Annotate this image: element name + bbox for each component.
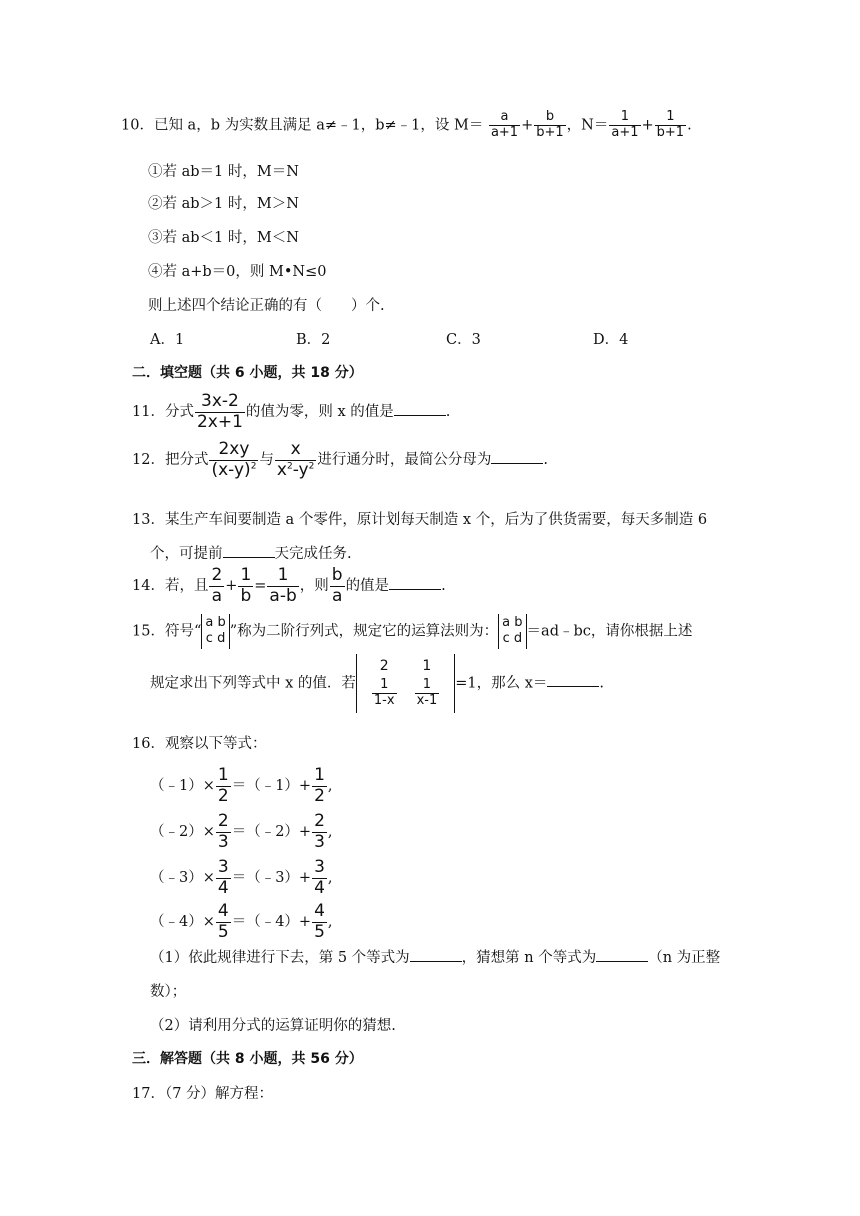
q13-line1: 13．某生产车间要制造 a 个零件，原计划每天制造 x 个，后为了供货需要，每天多制造 6 xyxy=(132,512,708,528)
answer-blank[interactable] xyxy=(596,960,648,962)
fraction: $\frac{1}{2}$ xyxy=(217,765,229,806)
q10-question: 则上述四个结论正确的有（ ）个. xyxy=(148,298,385,314)
fraction: $\frac{2}{3}$ xyxy=(217,811,229,852)
option-b: B．2 xyxy=(296,332,331,348)
q16-equation-row: （﹣4）× $\frac{4}{5}$ ＝（﹣4）+ $\frac{4}{5}$ , xyxy=(150,901,333,942)
fraction: $\frac{1}{b}$ xyxy=(240,565,252,606)
q10-stem: 10．已知 a，b 为实数且满足 a≠﹣1，b≠﹣1，设 M＝ $\frac{a}{a+1}$ + $\frac{b}{b+1}$ ，N＝ $\frac{1}{a+1}$ + $\frac{1}{b+1}$ . xyxy=(121,109,692,140)
determinant-symbol: a b c d xyxy=(201,614,229,649)
fraction: $\frac{1}{a-b}$ xyxy=(269,565,297,606)
fraction: $\frac{4}{5}$ xyxy=(314,901,325,942)
option-c: C．3 xyxy=(446,332,481,348)
determinant-rule: a b c d xyxy=(498,614,526,649)
fraction: $\frac{2}{a}$ xyxy=(211,565,223,606)
section-title-fill-in: 二．填空题（共 6 小题，共 18 分） xyxy=(132,365,363,381)
fraction: $\frac{b}{b+1}$ xyxy=(536,109,564,140)
fraction: $\frac{1}{1-x}$ xyxy=(373,677,395,708)
q14: 14．若，且 $\frac{2}{a}$ + $\frac{1}{b}$ = $\frac{1}{a-b}$ ，则 $\frac{b}{a}$ 的值是 . xyxy=(132,565,446,606)
q16-title: 16．观察以下等式： xyxy=(132,736,267,752)
fraction: $\frac{4}{5}$ xyxy=(217,901,229,942)
q10-statement-1: ①若 ab＝1 时，M＝N xyxy=(148,164,299,180)
fraction: $\frac{x}{x^2-y^2}$ xyxy=(276,439,315,480)
fraction: $\frac{1}{a+1}$ xyxy=(611,109,639,140)
q10-statement-3: ③若 ab＜1 时，M＜N xyxy=(148,230,299,246)
q15-line1: 15．符号“ a b c d ”称为二阶行列式，规定它的运算法则为： a b c d ＝ad﹣bc，请你根据上述 xyxy=(132,614,692,649)
fraction: $\frac{3x-2}{2x+1}$ xyxy=(196,391,243,432)
option-a: A．1 xyxy=(150,332,185,348)
option-d: D．4 xyxy=(593,332,629,348)
fraction: $\frac{2}{3}$ xyxy=(314,811,325,852)
answer-blank[interactable] xyxy=(389,588,441,590)
q16-part2: （2）请利用分式的运算证明你的猜想. xyxy=(150,1018,396,1034)
q16-equation-row: （﹣2）× $\frac{2}{3}$ ＝（﹣2）+ $\frac{2}{3}$ , xyxy=(150,811,333,852)
answer-blank[interactable] xyxy=(491,462,543,464)
q12: 12．把分式 $\frac{2xy}{(x-y)^2}$ 与 $\frac{x}{x^2-y^2}$ 进行通分时，最简公分母为 . xyxy=(132,439,548,480)
section-title-solutions: 三．解答题（共 8 小题，共 56 分） xyxy=(132,1051,363,1067)
q16-equation-row: （﹣3）× $\frac{3}{4}$ ＝（﹣3）+ $\frac{3}{4}$ , xyxy=(150,857,333,898)
determinant-equation: 2 1 $\frac{1}{1-x}$ $\frac{1}{x-1}$ xyxy=(356,654,455,713)
q16-part1-cont: 数）； xyxy=(150,984,187,1000)
answer-blank[interactable] xyxy=(223,556,275,558)
q13-line2: 个，可提前 天完成任务. xyxy=(150,546,352,562)
q17: 17．（7 分）解方程： xyxy=(132,1086,274,1102)
answer-blank[interactable] xyxy=(547,685,599,687)
q10-statement-2: ②若 ab＞1 时，M＞N xyxy=(148,196,299,212)
fraction: $\frac{3}{4}$ xyxy=(217,857,229,898)
q10-statement-4: ④若 a+b＝0，则 M•N≤0 xyxy=(148,264,327,280)
answer-blank[interactable] xyxy=(394,414,446,416)
q11: 11．分式 $\frac{3x-2}{2x+1}$ 的值为零，则 x 的值是 . xyxy=(132,391,451,432)
q16-equation-row: （﹣1）× $\frac{1}{2}$ ＝（﹣1）+ $\frac{1}{2}$ , xyxy=(150,765,333,806)
fraction: $\frac{a}{a+1}$ xyxy=(490,109,519,140)
fraction: $\frac{1}{2}$ xyxy=(314,765,325,806)
q15-line2: 规定求出下列等式中 x 的值．若 2 1 $\frac{1}{1-x}$ $\frac{1}{x-1}$ =1，那么 x＝ . xyxy=(150,654,604,713)
fraction: $\frac{1}{x-1}$ xyxy=(416,677,438,708)
q16-part1: （1）依此规律进行下去，第 5 个等式为 ，猜想第 n 个等式为 （n 为正整 xyxy=(150,950,721,966)
fraction: $\frac{b}{a}$ xyxy=(331,565,343,606)
fraction: $\frac{1}{b+1}$ xyxy=(656,109,685,140)
answer-blank[interactable] xyxy=(410,960,462,962)
fraction: $\frac{3}{4}$ xyxy=(314,857,325,898)
fraction: $\frac{2xy}{(x-y)^2}$ xyxy=(211,439,257,480)
